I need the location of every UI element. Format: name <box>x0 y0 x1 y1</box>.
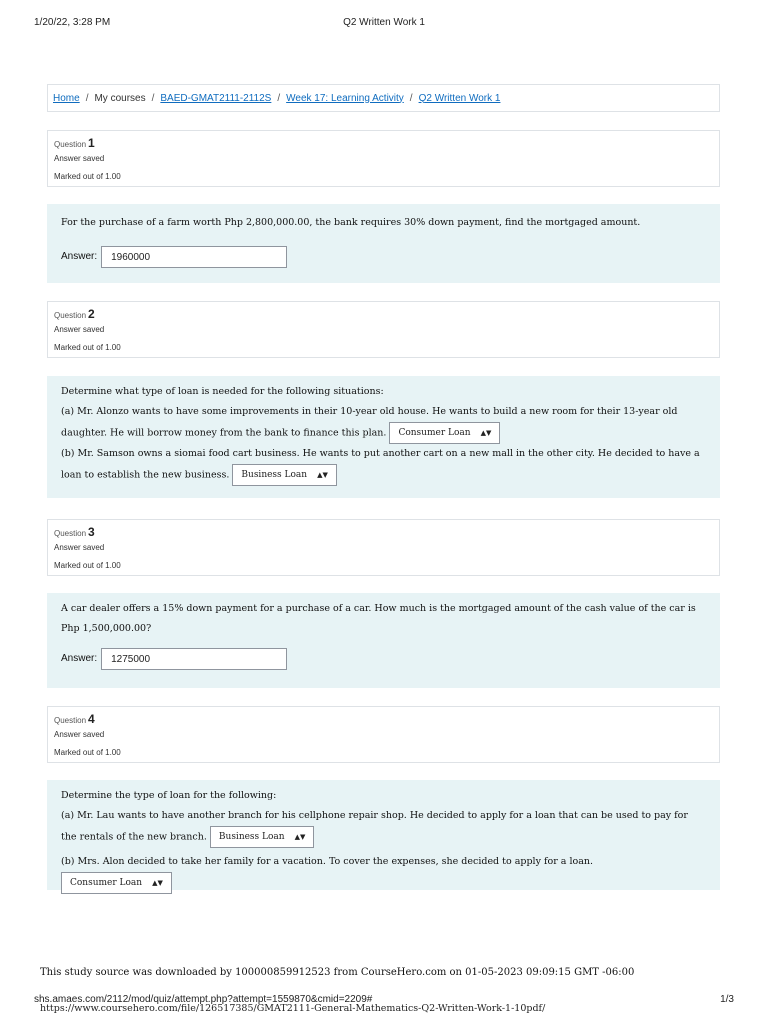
question-text: For the purchase of a farm worth Php 2,800,000.00, the bank requires 30% down payment, find the mortgaged amount. <box>61 217 641 228</box>
loan-type-select-q4a[interactable]: Business Loan ▲▼ <box>210 826 314 848</box>
question-part-b: (b) Mrs. Alon decided to take her family for a vacation. To cover the expenses, she decided to apply for a loan. Consumer Loan ▲▼ <box>61 852 706 894</box>
print-page-url: shs.amaes.com/2112/mod/quiz/attempt.php?attempt=1559870&cmid=2209# <box>34 994 373 1005</box>
up-down-caret-icon: ▲▼ <box>317 471 328 479</box>
question-number: Question 2 <box>54 307 95 321</box>
breadcrumb-separator: / <box>151 92 155 104</box>
print-page-title: Q2 Written Work 1 <box>343 17 425 28</box>
print-header <box>34 17 734 31</box>
question-4-info <box>47 706 720 763</box>
question-marks: Marked out of 1.00 <box>54 172 121 181</box>
question-text: A car dealer offers a 15% down payment for a purchase of a car. How much is the mortgaged amount of the cash value of the car is Php 1,500,000.00? <box>61 603 696 634</box>
answer-input-q3[interactable] <box>101 648 287 670</box>
answer-row <box>61 648 706 670</box>
source-url: https://www.coursehero.com/file/126517385/GMAT2111-General-Mathematics-Q2-Written-Work-1-10pdf/ <box>40 1003 546 1014</box>
breadcrumb-home-link[interactable]: Home <box>53 92 80 104</box>
breadcrumb-separator: / <box>85 92 89 104</box>
question-status: Answer saved <box>54 730 105 739</box>
loan-type-select-q2a[interactable]: Consumer Loan ▲▼ <box>389 422 500 444</box>
answer-input-q1[interactable] <box>101 246 287 268</box>
breadcrumb-activity-link[interactable]: Q2 Written Work 1 <box>418 92 501 104</box>
breadcrumb-week-link[interactable]: Week 17: Learning Activity <box>286 92 404 104</box>
question-marks: Marked out of 1.00 <box>54 343 121 352</box>
question-intro: Determine the type of loan for the following: <box>61 790 277 801</box>
question-marks: Marked out of 1.00 <box>54 748 121 757</box>
question-intro: Determine what type of loan is needed for the following situations: <box>61 386 384 397</box>
question-4-content <box>47 780 720 890</box>
breadcrumb-separator: / <box>409 92 413 104</box>
study-source-note: This study source was downloaded by 100000859912523 from CourseHero.com on 01-05-2023 09:09:15 GMT -06:00 <box>40 967 635 978</box>
breadcrumb-separator: / <box>277 92 281 104</box>
answer-label: Answer: <box>61 653 98 664</box>
question-marks: Marked out of 1.00 <box>54 561 121 570</box>
breadcrumb-course-link[interactable]: BAED-GMAT2111-2112S <box>160 92 272 104</box>
answer-label: Answer: <box>61 251 98 262</box>
loan-type-select-q2b[interactable]: Business Loan ▲▼ <box>232 464 336 486</box>
question-part-a: (a) Mr. Alonzo wants to have some improvements in their 10-year old house. He wants to build a new room for their 13-year old daughter. He will borrow money from the bank to finance this plan. Consumer Loan ▲▼ <box>61 402 706 444</box>
question-3-content <box>47 593 720 688</box>
question-number: Question 3 <box>54 525 95 539</box>
question-number: Question 1 <box>54 136 95 150</box>
breadcrumb-my-courses: My courses <box>94 92 146 104</box>
question-1-content <box>47 204 720 283</box>
answer-row <box>61 246 706 268</box>
page-number: 1/3 <box>720 994 734 1005</box>
question-2-info <box>47 301 720 358</box>
question-part-a: (a) Mr. Lau wants to have another branch for his cellphone repair shop. He decided to apply for a loan that can be used to pay for the rentals of the new branch. Business Loan ▲▼ <box>61 806 706 848</box>
breadcrumb <box>47 84 720 112</box>
question-status: Answer saved <box>54 154 105 163</box>
question-status: Answer saved <box>54 325 105 334</box>
loan-type-select-q4b[interactable]: Consumer Loan ▲▼ <box>61 872 172 894</box>
question-2-content <box>47 376 720 498</box>
print-timestamp: 1/20/22, 3:28 PM <box>34 17 111 28</box>
up-down-caret-icon: ▲▼ <box>480 429 492 437</box>
up-down-caret-icon: ▲▼ <box>294 833 306 841</box>
up-down-caret-icon: ▲▼ <box>152 879 163 887</box>
question-3-info <box>47 519 720 576</box>
question-number: Question 4 <box>54 712 95 726</box>
question-1-info <box>47 130 720 187</box>
question-part-b: (b) Mr. Samson owns a siomai food cart business. He wants to put another cart on a new mall in the other city. He decided to have a loan to establish the new business. Business Loan ▲▼ <box>61 444 706 486</box>
question-status: Answer saved <box>54 543 105 552</box>
